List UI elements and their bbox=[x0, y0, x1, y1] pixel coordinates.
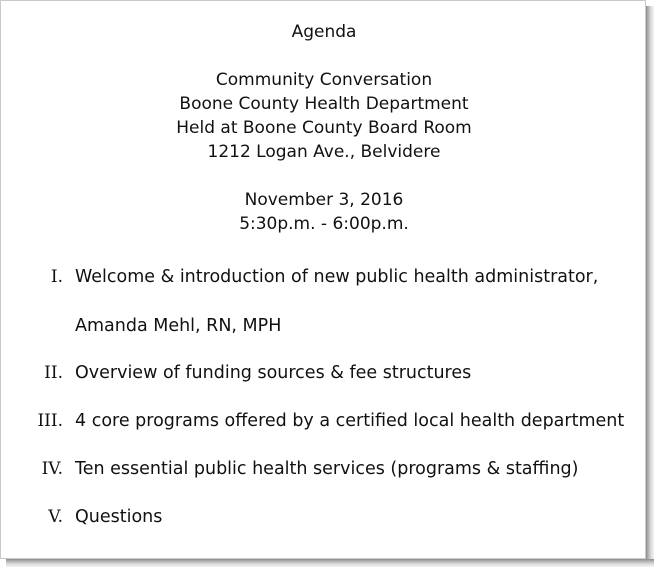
event-host: Boone County Health Department bbox=[179, 94, 469, 114]
item-text: Overview of funding sources & fee structures bbox=[75, 363, 472, 383]
item-text: Welcome & introduction of new public health administrator, bbox=[75, 267, 599, 287]
event-time: 5:30p.m. - 6:00p.m. bbox=[239, 214, 409, 234]
page-shadow-right bbox=[646, 6, 654, 567]
item-numeral: III. bbox=[37, 411, 63, 431]
item-numeral: II. bbox=[44, 363, 63, 383]
agenda-title: Agenda bbox=[291, 22, 357, 42]
item-numeral: I. bbox=[50, 267, 63, 287]
event-date: November 3, 2016 bbox=[244, 190, 404, 210]
page-shadow-bottom bbox=[6, 559, 654, 567]
event-details bbox=[1, 68, 647, 164]
event-address: 1212 Logan Ave., Belvidere bbox=[207, 142, 441, 162]
item-text: Amanda Mehl, RN, MPH bbox=[75, 316, 282, 336]
item-numeral: V. bbox=[48, 507, 63, 527]
item-numeral: IV. bbox=[41, 459, 63, 479]
event-schedule bbox=[1, 188, 647, 236]
event-name: Community Conversation bbox=[215, 70, 433, 90]
item-text: Questions bbox=[75, 507, 163, 527]
event-venue: Held at Boone County Board Room bbox=[176, 118, 472, 138]
item-text: Ten essential public health services (programs & staffing) bbox=[75, 459, 579, 479]
item-text: 4 core programs offered by a certified local health department bbox=[75, 411, 625, 431]
agenda-title-block bbox=[1, 20, 647, 44]
